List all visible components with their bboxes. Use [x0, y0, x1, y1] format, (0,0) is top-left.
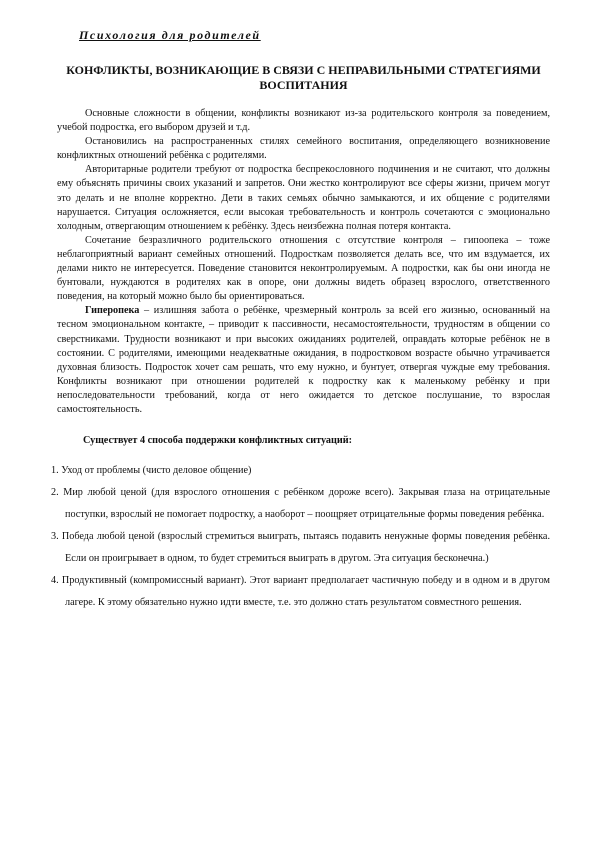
paragraph: Авторитарные родители требуют от подростка беспрекословного подчинения и не считают, что должны ему объяснять причины своих указаний и запретов. Они жестко контролируют все сферы жизни, причем могут это делать и не вполне корректно. Дети в таких семьях обычно замыкаются, и их общение с родителями нарушается. Ситуация осложняется, если высокая требовательность и контроль сочетаются с эмоционально холодным, отвергающим отношением к ребёнку. Здесь неизбежна полная потеря контакта.	[57, 164, 550, 232]
body-text	[57, 107, 550, 417]
methods-heading: Существует 4 способа поддержки конфликтных ситуаций:	[83, 435, 353, 447]
list-item: 2. Мир любой ценой (для взрослого отношения с ребёнком дороже всего). Закрывая глаза на отрицательные поступки, взрослый не помогает подростку, а наоборот – поощряет отрицательные формы поведения ребёнка.	[51, 487, 550, 521]
paragraph: Основные сложности в общении, конфликты возникают из-за родительского контроля за поведением, учебой подростка, его выбором друзей и т.д.	[57, 108, 550, 134]
list-item: 4. Продуктивный (компромиссный вариант). Этот вариант предполагает частичную победу и в одном и в другом лагере. К этому обязательно нужно идти вместе, т.е. это должно стать результатом совместного решения.	[51, 575, 550, 609]
methods-list	[51, 460, 550, 614]
paragraph: Сочетание безразличного родительского отношения с отсутствие контроля – гипоопека – тоже неблагоприятный вариант семейных отношений. Подросткам позволяется делать все, что им вздумается, их делами никто не интересуется. Поведение становится неконтролируемым. А подростки, как бы они иногда не бунтовали, нуждаются в родителях как в опоре, они должны видеть образец взрослого, ответственного поведения, на который можно было бы ориентироваться.	[57, 234, 550, 303]
list-item: 3. Победа любой ценой (взрослый стремиться выиграть, пытаясь подавить ненужные формы поведения ребёнка. Если он проигрывает в одном, то будет стремиться выиграть в другом. Эта ситуация бесконечна.)	[51, 531, 550, 565]
list-item: 1. Уход от проблемы (чисто деловое общение)	[51, 465, 252, 477]
paragraph: Гиперопека – излишняя забота о ребёнке, чрезмерный контроль за всей его жизнью, основанный на тесном эмоциональном контакте, – приводит к пассивности, несамостоятельности, трудностям в общении со сверстниками. Трудности возникают и при высоких ожиданиях родителей, оправдать которые ребёнок не в состоянии. С родителями, имеющими неадекватные ожидания, в подростковом возрасте обычно утрачивается духовная близость. Подросток хочет сам решать, что ему нужно, и бунтует, отвергая чуждые ему требования. Конфликты возникают при отношении родителей к подростку как к маленькому ребёнку и при непоследовательности требований, когда от него ожидается то детское послушание, то взрослая самостоятельность.	[57, 305, 550, 415]
document-title: КОНФЛИКТЫ, ВОЗНИКАЮЩИЕ В СВЯЗИ С НЕПРАВИЛЬНЫМИ СТРАТЕГИЯМИ ВОСПИТАНИЯ	[66, 63, 541, 92]
term-highlight: Гиперопека	[85, 305, 140, 317]
paragraph: Остановились на распространенных стилях семейного воспитания, определяющего возникновение конфликтных отношений ребёнка с родителями.	[57, 136, 550, 162]
section-header: Психология для родителей	[79, 28, 261, 42]
